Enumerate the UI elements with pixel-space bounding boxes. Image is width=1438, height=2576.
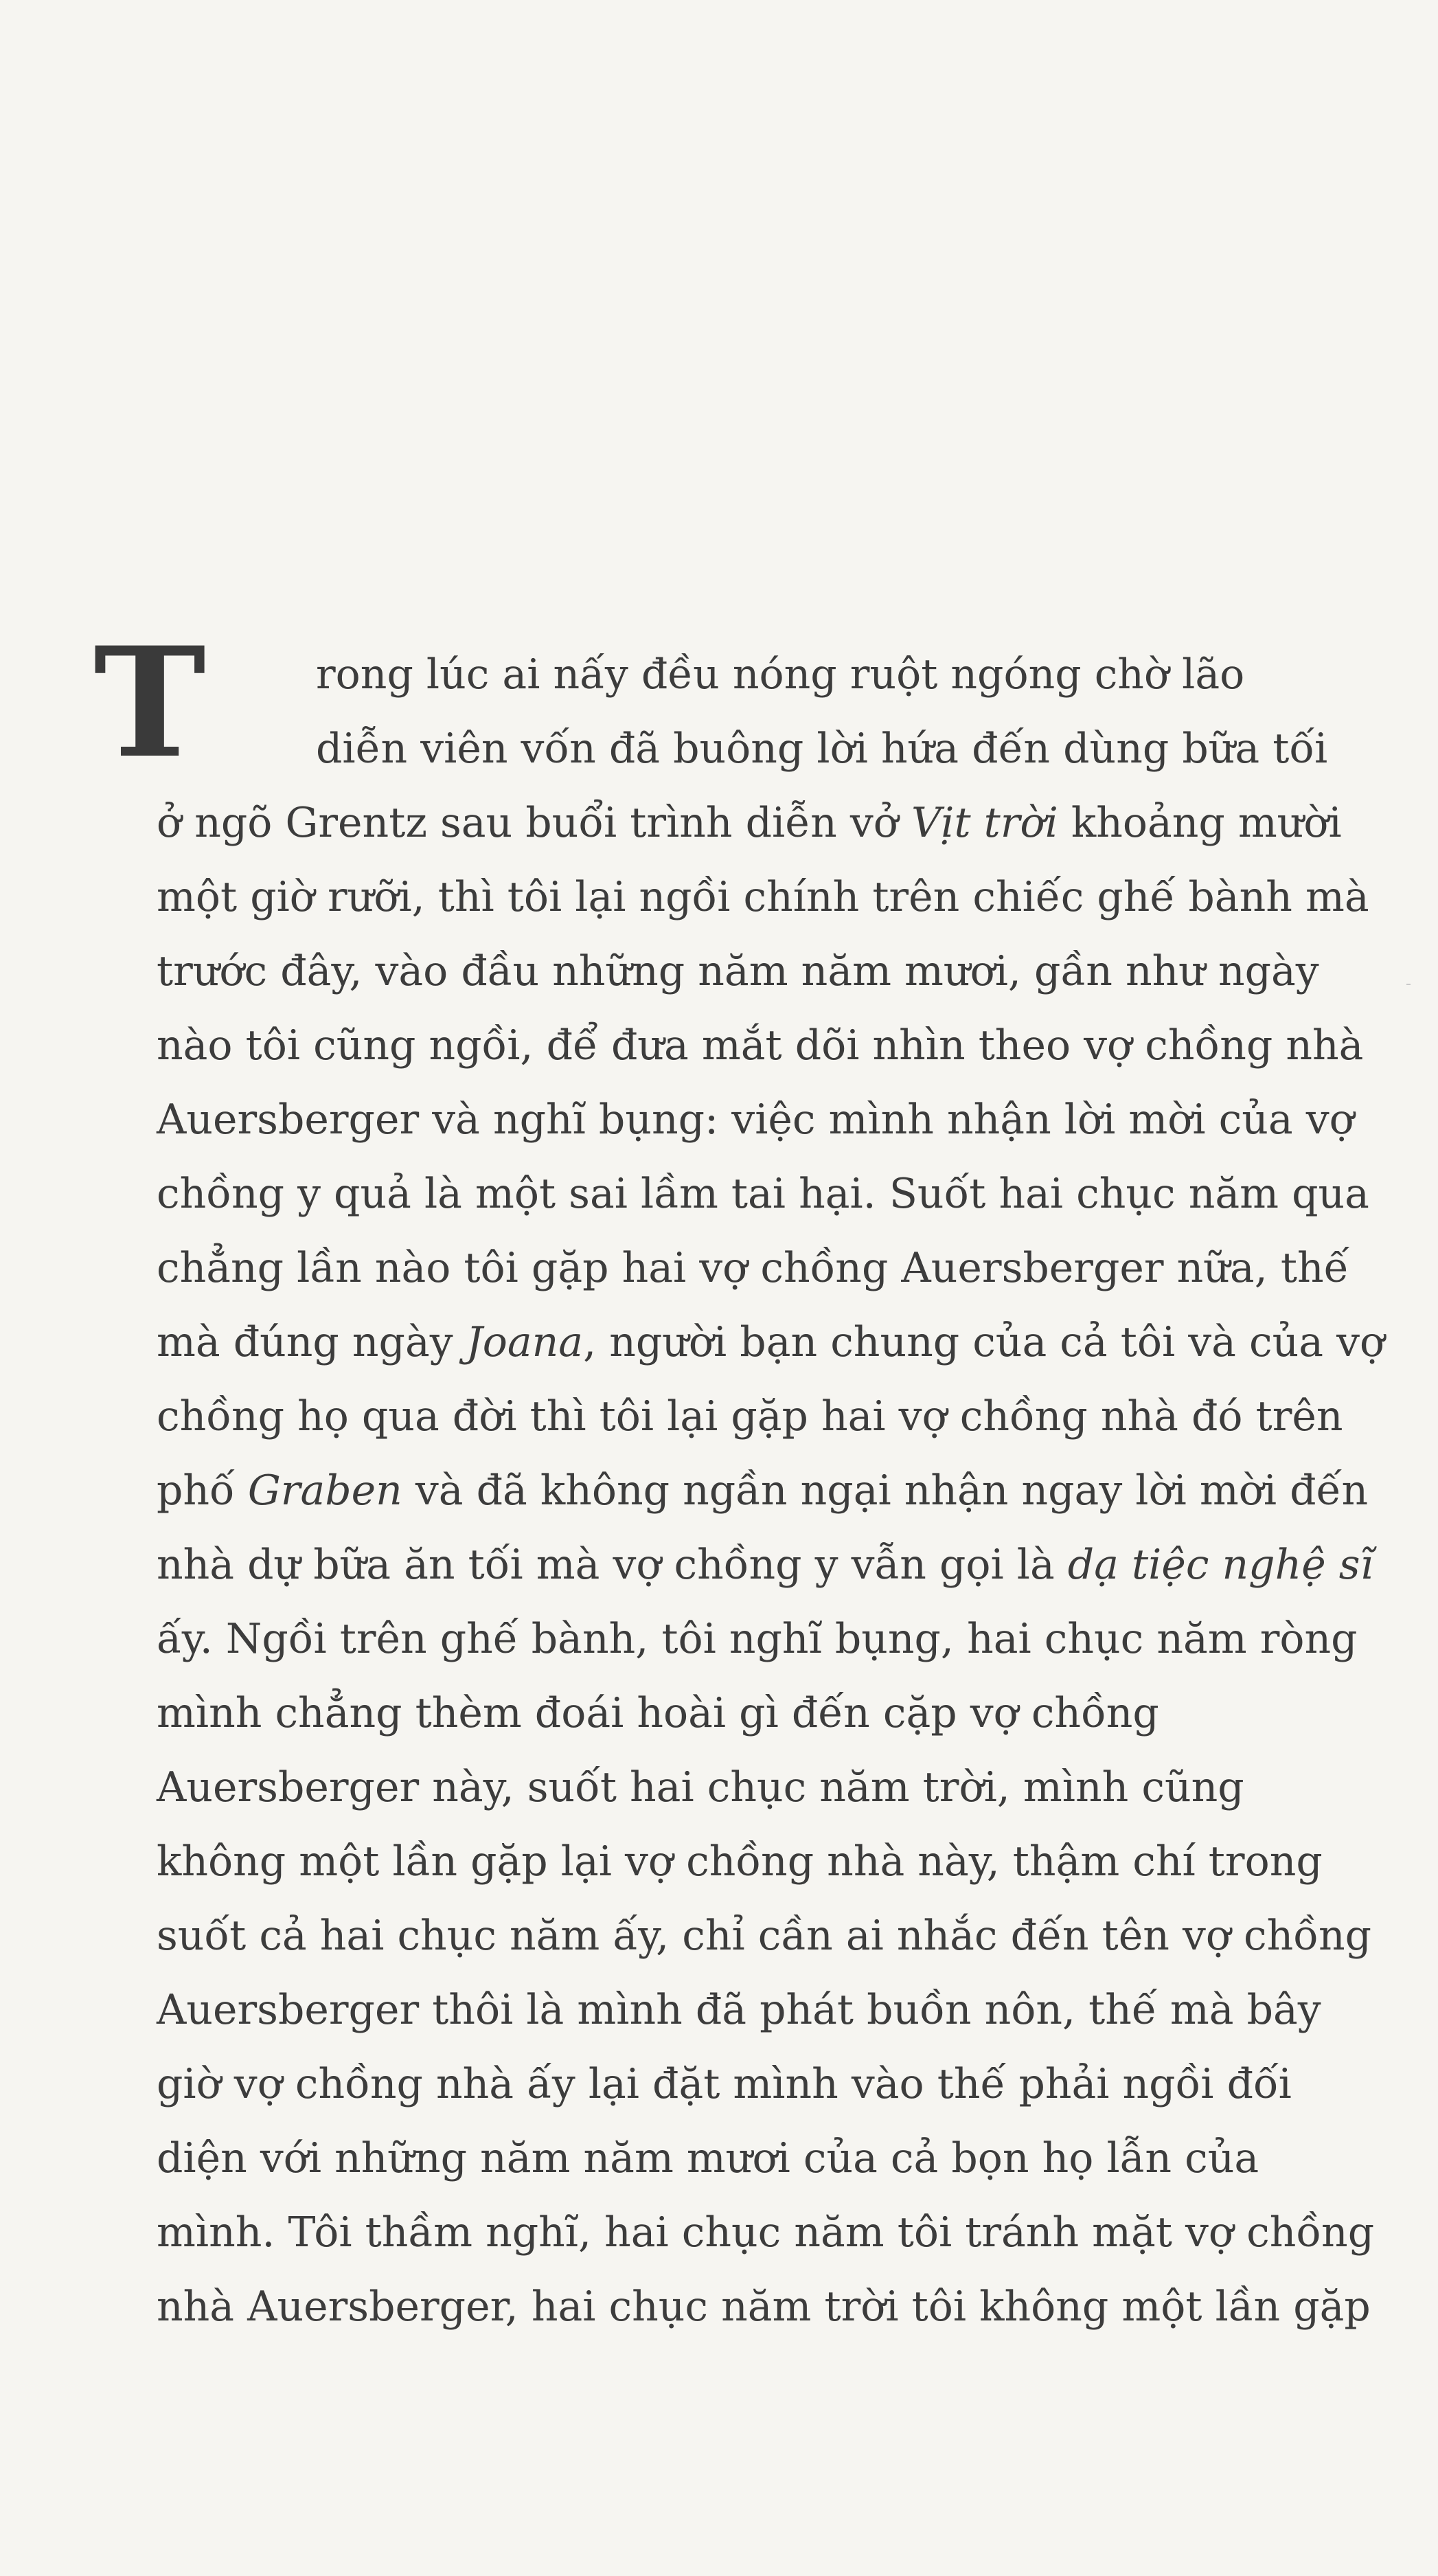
text-line: chẳng lần nào tôi gặp hai vợ chồng Auersberger nữa, thế: [157, 1244, 1349, 1292]
text-line: Auersberger này, suốt hai chục năm trời, mình cũng: [157, 1763, 1244, 1811]
text-line: nhà dự bữa ăn tối mà vợ chồng y vẫn gọi là dạ tiệc nghệ sĩ: [157, 1541, 1373, 1589]
drop-cap: T: [93, 613, 206, 791]
text-line: chồng y quả là một sai lầm tai hại. Suốt hai chục năm qua: [157, 1170, 1369, 1218]
text-line: diễn viên vốn đã buông lời hứa đến dùng bữa tối: [316, 725, 1328, 773]
text-line: mình. Tôi thầm nghĩ, hai chục năm tôi tránh mặt vợ chồng: [157, 2208, 1375, 2257]
italic-phrase: dạ tiệc nghệ sĩ: [1067, 1541, 1373, 1589]
text-line: rong lúc ai nấy đều nóng ruột ngóng chờ lão: [316, 651, 1245, 699]
paper-speck: [1406, 984, 1411, 985]
italic-title: Vịt trời: [911, 799, 1058, 847]
text-line: ở ngõ Grentz sau buổi trình diễn vở Vịt trời khoảng mười: [157, 799, 1342, 847]
text-line: diện với những năm năm mươi của cả bọn họ lẫn của: [157, 2134, 1259, 2182]
text-line: một giờ rưỡi, thì tôi lại ngồi chính trên chiếc ghế bành mà: [157, 873, 1369, 921]
text-line: mà đúng ngày Joana, người bạn chung của cả tôi và của vợ: [157, 1318, 1385, 1366]
text-line: chồng họ qua đời thì tôi lại gặp hai vợ chồng nhà đó trên: [157, 1392, 1343, 1440]
text-line: phố Graben và đã không ngần ngại nhận ngay lời mời đến: [157, 1467, 1369, 1515]
text-line: giờ vợ chồng nhà ấy lại đặt mình vào thế phải ngồi đối: [157, 2060, 1292, 2108]
text-line: Auersberger thôi là mình đã phát buồn nôn, thế mà bây: [157, 1986, 1321, 2034]
text-line: trước đây, vào đầu những năm năm mươi, gần như ngày: [157, 947, 1319, 995]
text-line: ấy. Ngồi trên ghế bành, tôi nghĩ bụng, hai chục năm ròng: [157, 1615, 1358, 1663]
text-line: không một lần gặp lại vợ chồng nhà này, thậm chí trong: [157, 1838, 1323, 1886]
text-line: nào tôi cũng ngồi, để đưa mắt dõi nhìn theo vợ chồng nhà: [157, 1021, 1364, 1070]
italic-name: Joana: [466, 1318, 584, 1366]
text-line: nhà Auersberger, hai chục năm trời tôi không một lần gặp: [157, 2283, 1371, 2331]
text-line: mình chẳng thèm đoái hoài gì đến cặp vợ chồng: [157, 1689, 1159, 1737]
text-line: suốt cả hai chục năm ấy, chỉ cần ai nhắc đến tên vợ chồng: [157, 1912, 1372, 1960]
italic-street: Graben: [247, 1467, 402, 1515]
text-line: Auersberger và nghĩ bụng: việc mình nhận lời mời của vợ: [157, 1096, 1354, 1144]
